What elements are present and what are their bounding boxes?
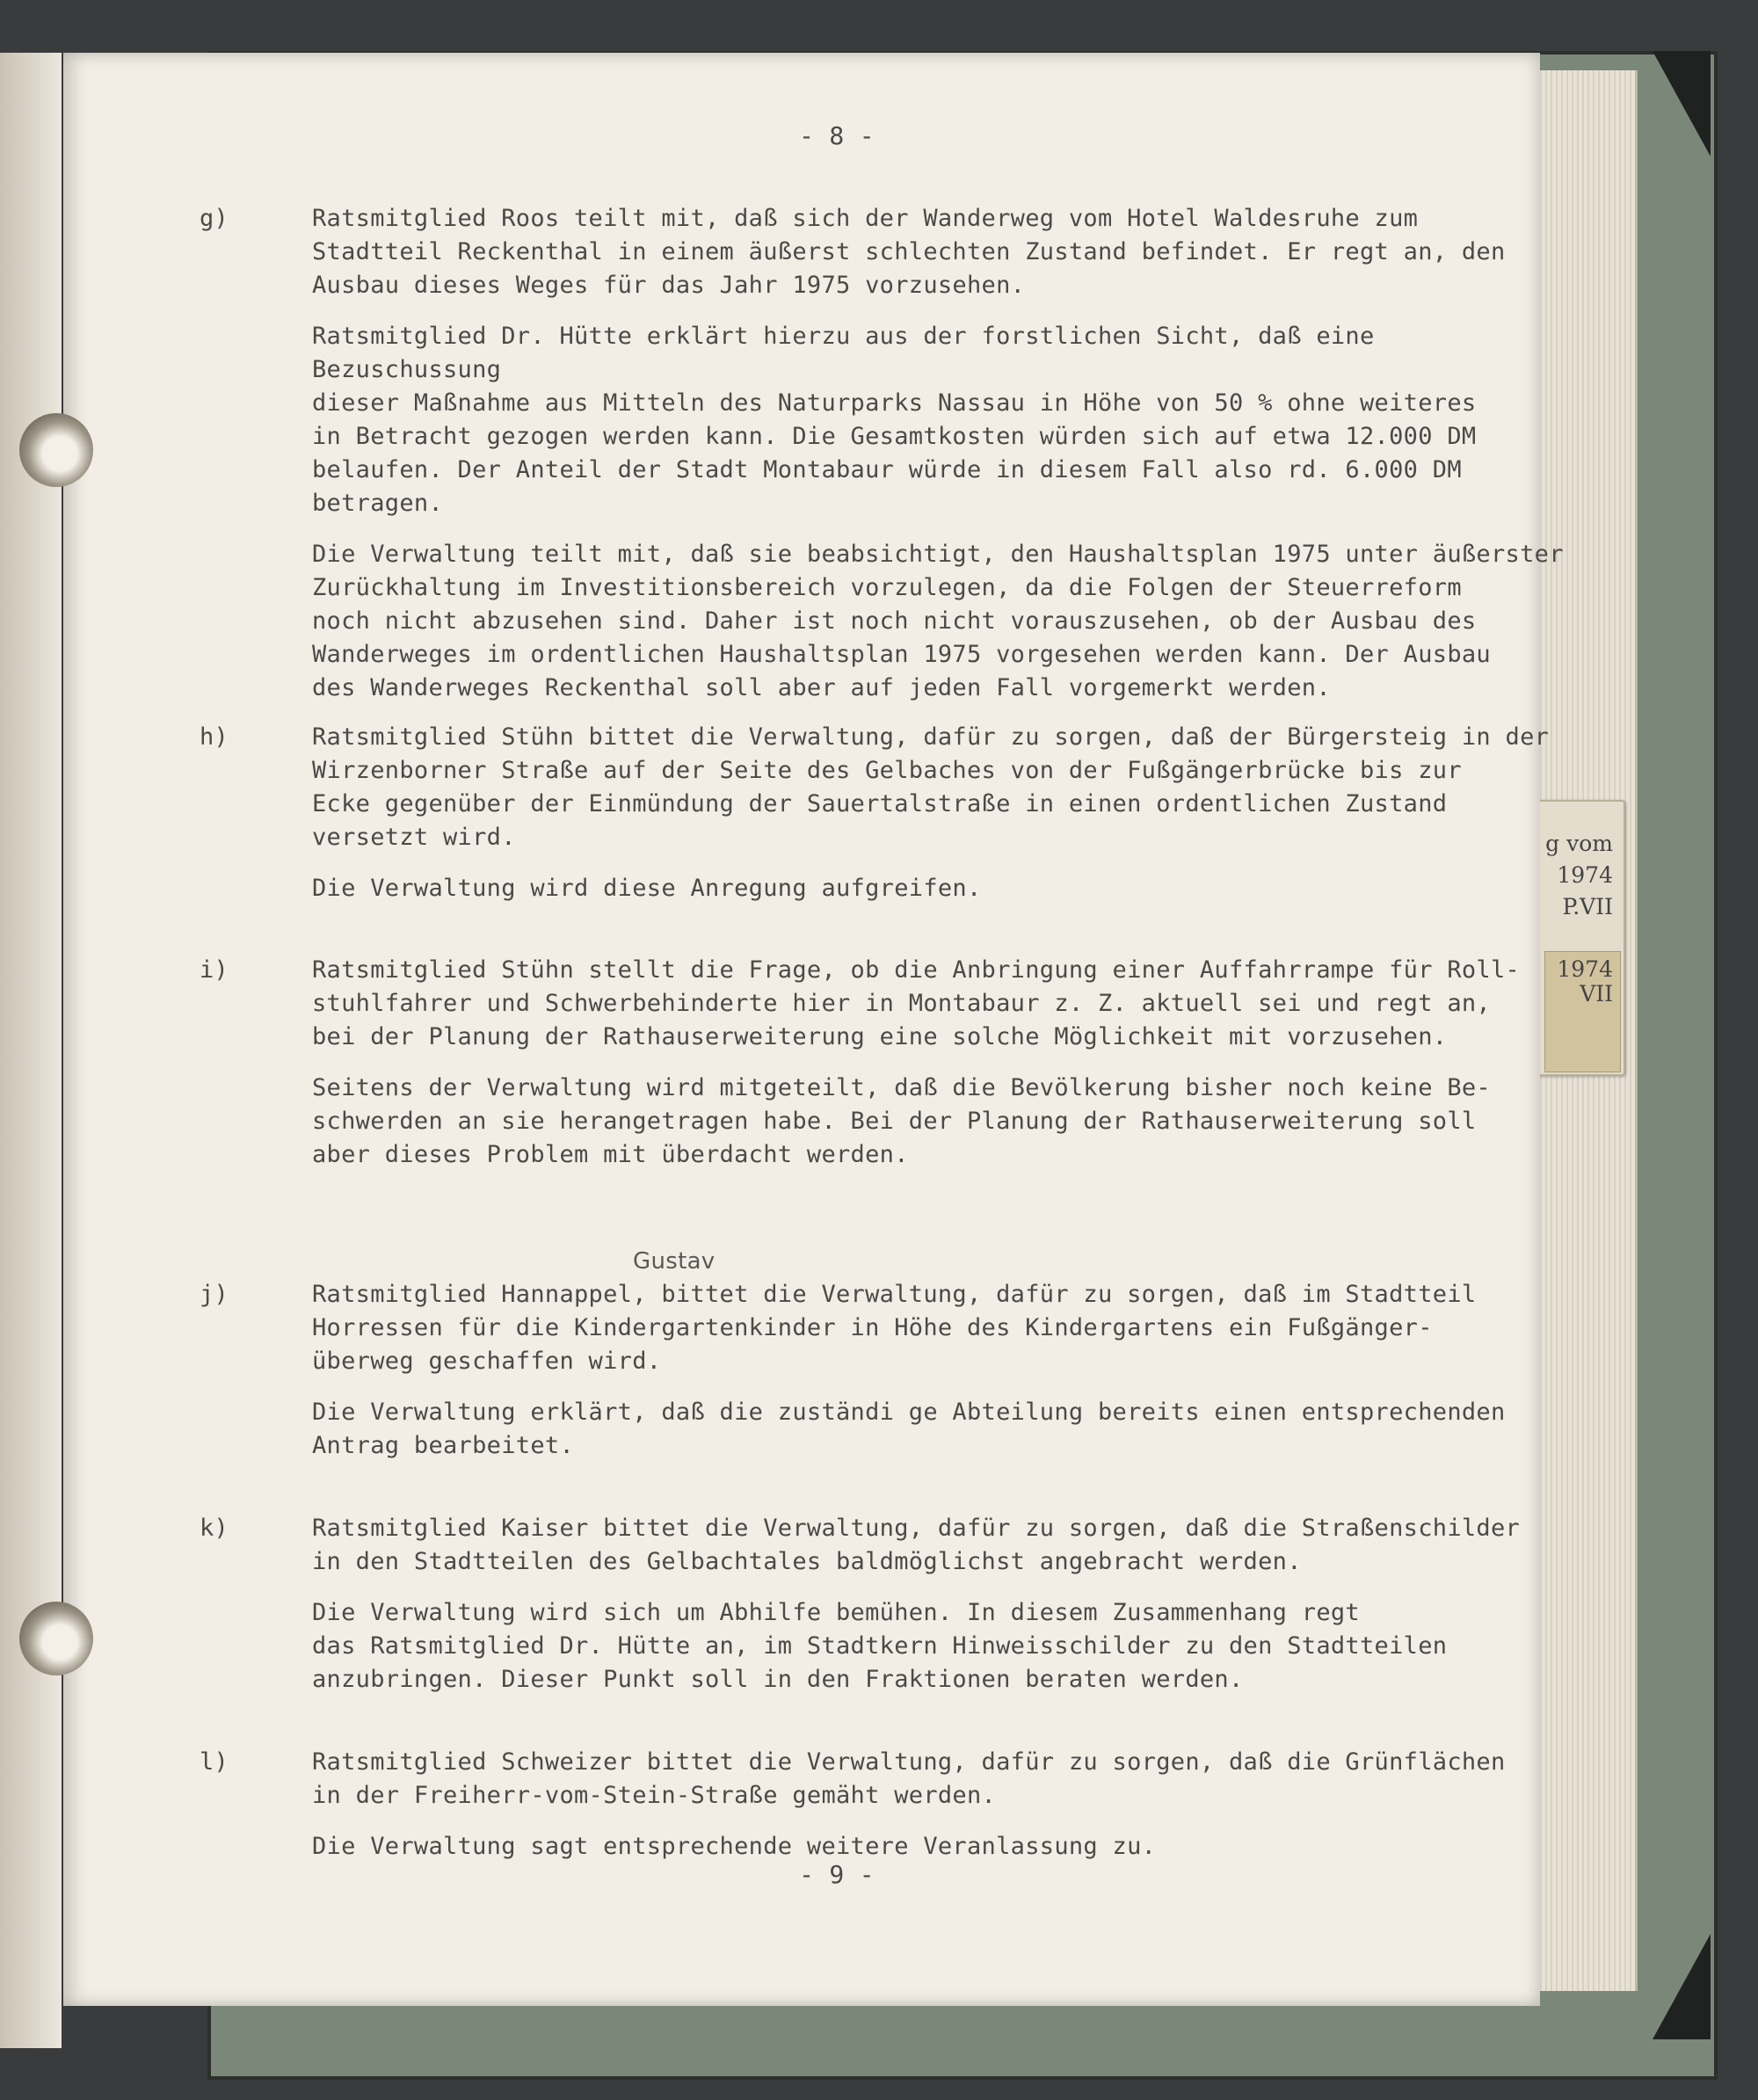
side-tab-line: P.VII — [1562, 894, 1613, 919]
item-paragraph: Ratsmitglied Dr. Hütte erklärt hierzu aus der forstlichen Sicht, daß eine Bezuschussung dieser Maßnahme aus Mitteln des Naturparks Nassau in Höhe von 50 % ohne weiteres in Betracht gezogen werden kann. Die Gesamtkosten würden sich auf etwa 12.000 DM belaufen. Der Anteil der Stadt Montabaur würde in diesem Fall also rd. 6.000 DM betragen. — [312, 323, 1477, 517]
item-paragraph: Ratsmitglied Roos teilt mit, daß sich der Wanderweg vom Hotel Waldesruhe zum Stadtteil Reckenthal in einem äußerst schlechten Zustand befindet. Er regt an, den Ausbau dieses Weges für das Jahr 1975 vorzusehen. — [312, 205, 1506, 299]
item-marker: j) — [200, 1281, 229, 1308]
list-item-j — [200, 1278, 1571, 1480]
tape-line: VII — [1580, 981, 1613, 1006]
item-paragraph: Ratsmitglied Schweizer bittet die Verwaltung, dafür zu sorgen, daß die Grünflächen in der Freiherr-vom-Stein-Straße gemäht werden. — [312, 1748, 1506, 1809]
previous-page-edge — [0, 53, 62, 2048]
list-item-g — [200, 202, 1571, 723]
handwritten-note: Gustav — [633, 1248, 716, 1275]
page-number: - 8 - — [799, 121, 875, 150]
list-item-k — [200, 1512, 1571, 1714]
item-paragraph: Die Verwaltung wird diese Anregung aufgreifen. — [312, 875, 982, 902]
side-tab-line: g vom — [1545, 831, 1613, 856]
item-paragraph: Die Verwaltung erklärt, daß die zuständi ge Abteilung bereits einen entsprechenden Antrag bearbeitet. — [312, 1399, 1506, 1459]
item-marker: i) — [200, 956, 229, 984]
side-tab-line: 1974 — [1557, 862, 1613, 888]
list-item-h — [200, 721, 1571, 923]
item-marker: h) — [200, 723, 229, 751]
next-page-number: - 9 - — [799, 1860, 875, 1889]
item-paragraph: Die Verwaltung teilt mit, daß sie beabsichtigt, den Haushaltsplan 1975 unter äußerster Zurückhaltung im Investitionsbereich vorzulegen, da die Folgen der Steuerreform noch nicht abzusehen sind. Daher ist noch nicht vorauszusehen, ob der Ausbau des Wanderweges im ordentlichen Haushaltsplan 1975 vorgesehen werden kann. Der Ausbau des Wanderweges Reckenthal soll aber auf jeden Fall vorgemerkt werden. — [312, 541, 1564, 701]
item-marker: l) — [200, 1748, 229, 1776]
item-paragraph: Ratsmitglied Hannappel, bittet die Verwaltung, dafür zu sorgen, daß im Stadtteil Horressen für die Kindergartenkinder in Höhe des Kindergartens ein Fußgänger- überweg geschaffen wird. — [312, 1281, 1477, 1375]
item-marker: g) — [200, 205, 229, 232]
item-paragraph: Seitens der Verwaltung wird mitgeteilt, daß die Bevölkerung bisher noch keine Be- schwerden an sie herangetragen habe. Bei der Planung der Rathauserweiterung soll aber dieses Problem mit überdacht werden. — [312, 1074, 1491, 1168]
page-content — [63, 53, 1564, 2006]
item-paragraph: Die Verwaltung wird sich um Abhilfe bemühen. In diesem Zusammenhang regt das Ratsmitglied Dr. Hütte an, im Stadtkern Hinweisschilder zu den Stadtteilen anzubringen. Dieser Punkt soll in den Fraktionen beraten werden. — [312, 1599, 1448, 1693]
item-marker: k) — [200, 1515, 229, 1542]
item-paragraph: Ratsmitglied Stühn stellt die Frage, ob die Anbringung einer Auffahrrampe für Roll- stuhlfahrer und Schwerbehinderte hier in Montabaur z. Z. aktuell sei und regt an, bei der Planung der Rathauserweiterung eine solche Möglichkeit mit vorzusehen. — [312, 956, 1521, 1050]
item-paragraph: Ratsmitglied Kaiser bittet die Verwaltung, dafür zu sorgen, daß die Straßenschilder in den Stadtteilen des Gelbachtales baldmöglichst angebracht werden. — [312, 1515, 1521, 1575]
item-paragraph: Die Verwaltung sagt entsprechende weitere Veranlassung zu. — [312, 1833, 1157, 1860]
list-item-i — [200, 954, 1571, 1189]
tape-line: 1974 — [1557, 956, 1613, 982]
document-page — [63, 53, 1564, 2006]
item-paragraph: Ratsmitglied Stühn bittet die Verwaltung, dafür zu sorgen, daß der Bürgersteig in der Wirzenborner Straße auf der Seite des Gelbaches von der Fußgängerbrücke bis zur Ecke gegenüber der Einmündung der Sauertalstraße in einen ordentlichen Zustand versetzt wird. — [312, 723, 1550, 851]
